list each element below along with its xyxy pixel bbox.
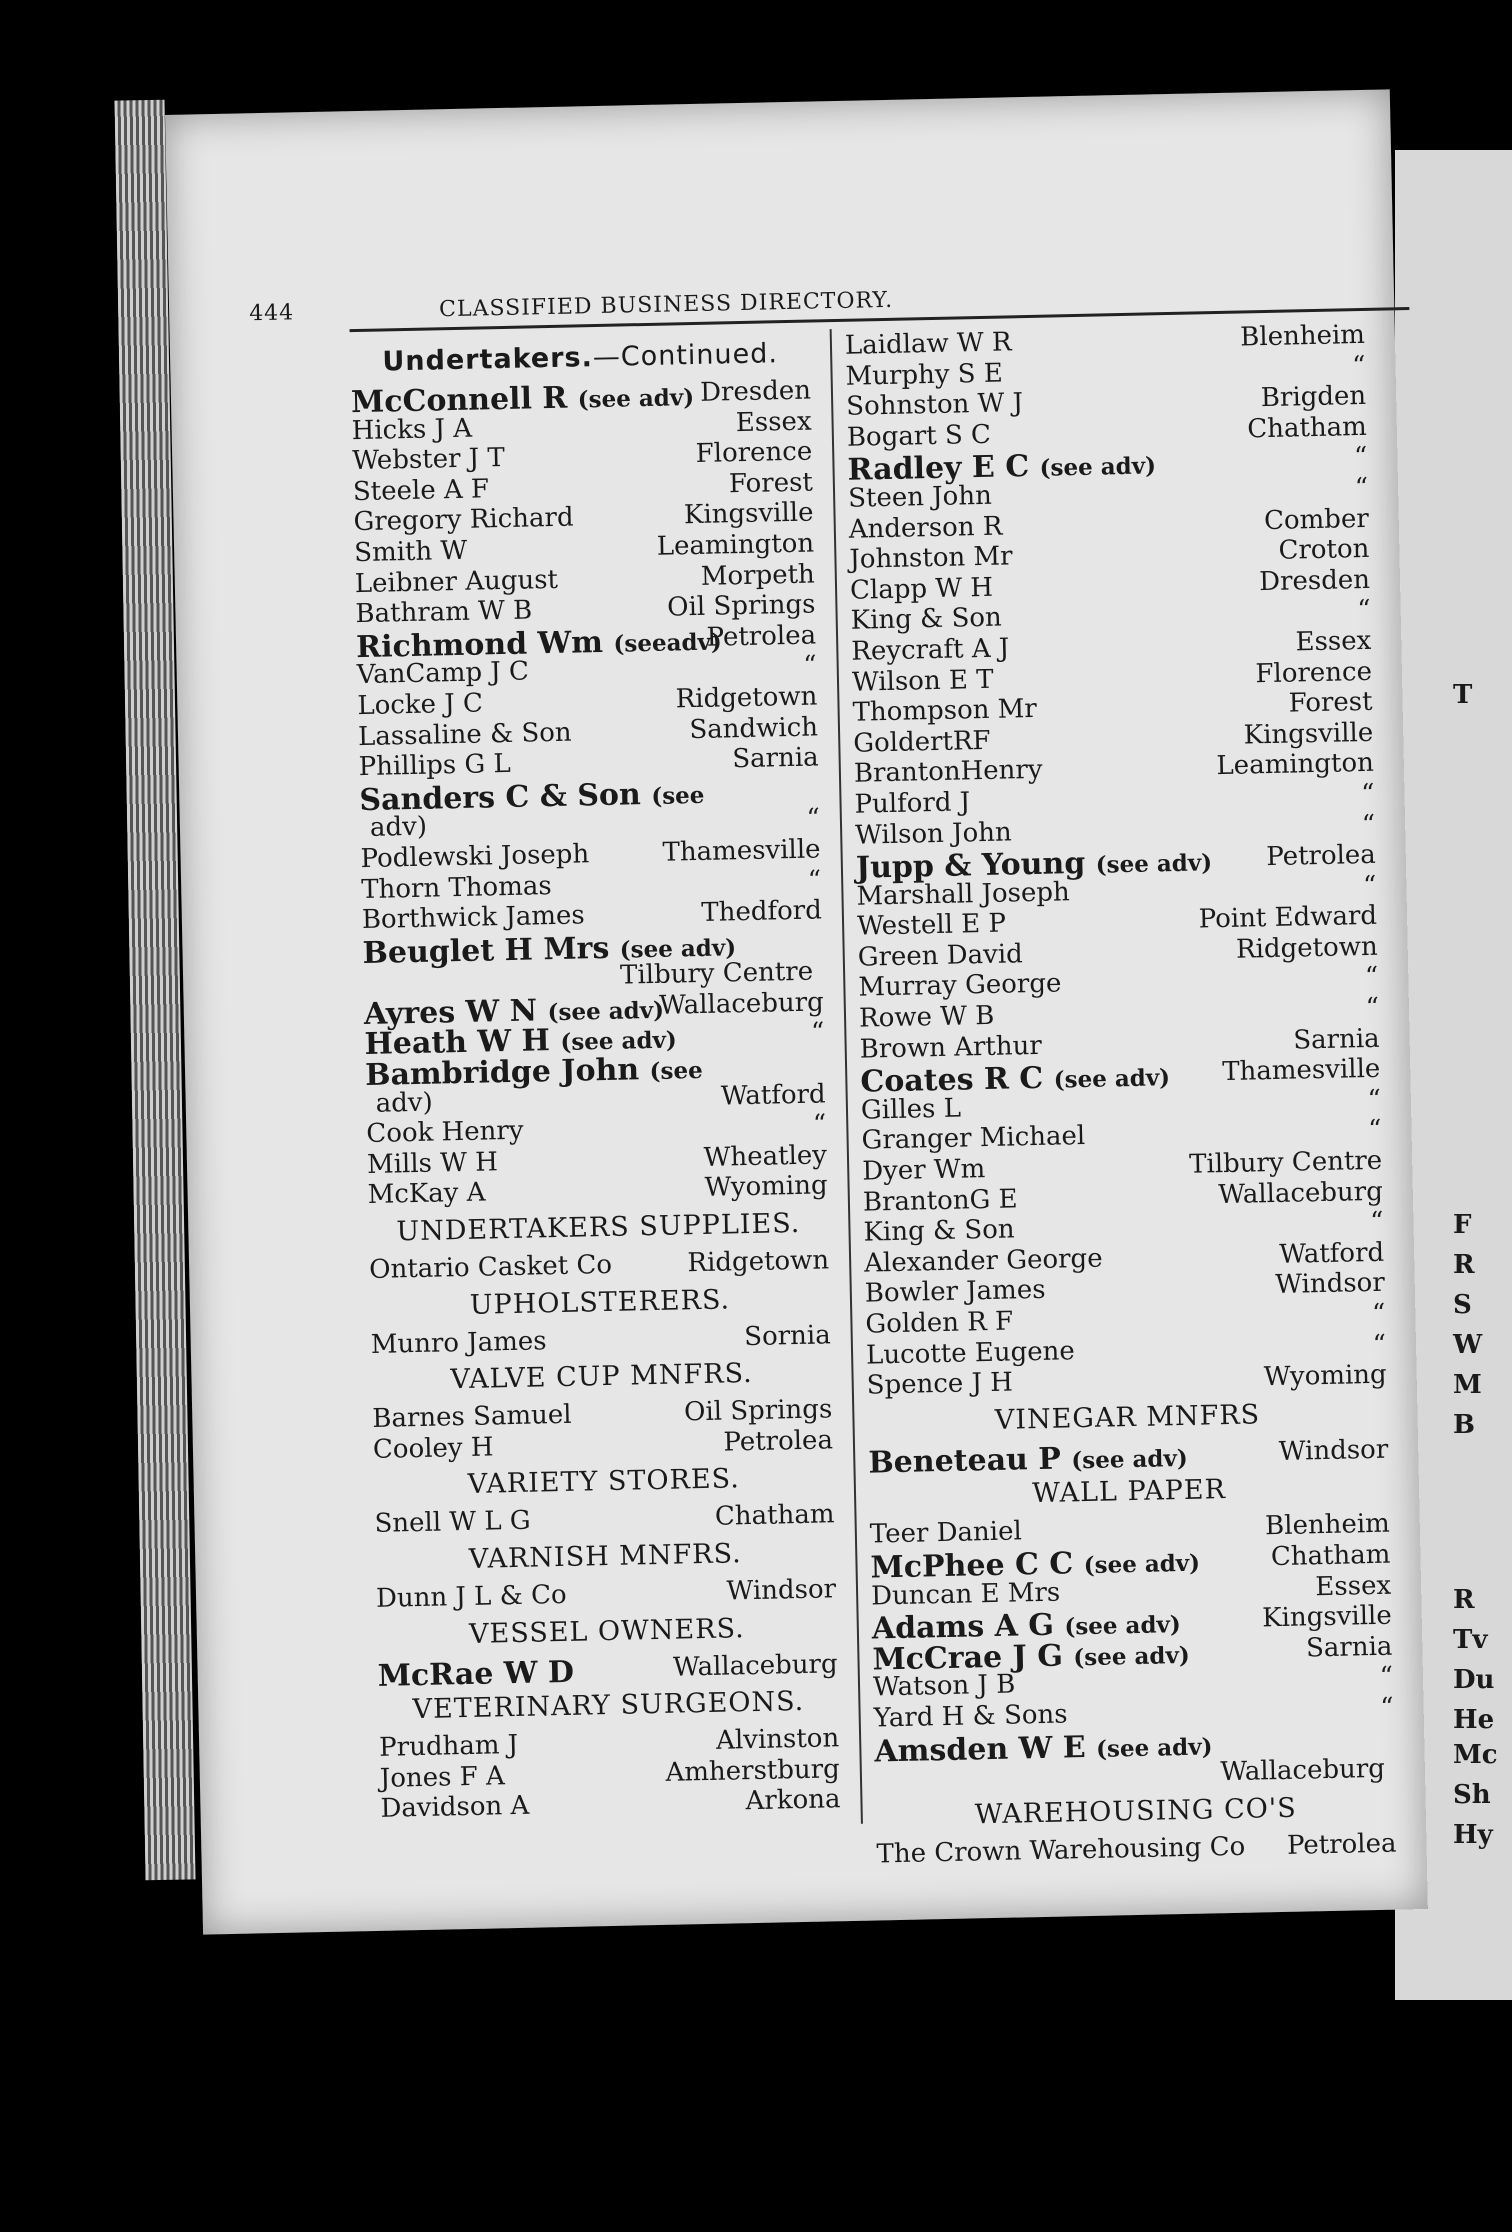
section-heading-text: VALVE CUP MNFRS. — [450, 1358, 753, 1396]
entry-name: Munro James — [370, 1325, 547, 1360]
entry-name: Ayres W N (see adv) — [363, 993, 665, 1032]
entry-name: Jones F A — [379, 1761, 506, 1794]
entry-name: Adams A G (see adv) — [871, 1607, 1182, 1647]
entry-name: McConnell R (see adv) — [350, 380, 695, 421]
section-heading-text: Undertakers. — [382, 342, 594, 378]
entry-name: Rowe W B — [858, 1000, 995, 1034]
entry-town: Sarnia — [731, 742, 819, 775]
entry-name: GoldertRF — [852, 725, 991, 759]
facing-page-fragment: W — [1453, 1330, 1483, 1360]
left-column — [350, 332, 841, 1825]
entry-town: “ — [1360, 778, 1375, 810]
entry-town: Leamington — [1216, 748, 1375, 782]
entry-name: Davidson A — [380, 1791, 530, 1825]
entry-adv-note: (see adv) — [1039, 452, 1157, 483]
entry-town: Oil Springs — [683, 1394, 833, 1428]
entry-name: Anderson R — [848, 511, 1003, 545]
entry-town: “ — [1369, 1206, 1384, 1238]
entry-name: Richmond Wm (seeadv) — [355, 624, 723, 665]
facing-page-fragment: He — [1453, 1705, 1495, 1735]
entry-name: Barnes Samuel — [372, 1399, 572, 1435]
facing-page-fragment: T — [1453, 680, 1473, 710]
entry-name: Gregory Richard — [353, 502, 574, 538]
entry-town: Petrolea — [1286, 1828, 1397, 1861]
facing-page-fragment: F — [1453, 1210, 1472, 1240]
section-heading-text: UPHOLSTERERS. — [469, 1284, 731, 1321]
entry-town: Essex — [1295, 625, 1372, 658]
entry-town: Sarnia — [1305, 1631, 1393, 1664]
entry-name: Yard H & Sons — [873, 1699, 1068, 1734]
entry-town: Sandwich — [689, 711, 819, 745]
directory-page — [165, 89, 1428, 1934]
entry-town: Petrolea — [706, 620, 817, 653]
entry-town: Ridgetown — [675, 681, 818, 715]
entry-name: McRae W D — [377, 1654, 575, 1694]
section-heading-text: VESSEL OWNERS. — [468, 1612, 745, 1650]
entry-town: Kingsville — [683, 497, 814, 531]
entry-adv-note: (see — [649, 1057, 704, 1086]
entry-name: Beneteau P (see adv) — [868, 1441, 1188, 1481]
entry-town: Blenheim — [1264, 1509, 1391, 1542]
entry-name: Steen John — [847, 480, 993, 514]
facing-page-fragment: B — [1453, 1410, 1475, 1440]
entry-town: Ridgetown — [687, 1245, 830, 1279]
entry-name: BrantonG E — [862, 1184, 1018, 1218]
facing-page-fragment: R — [1453, 1585, 1475, 1615]
entry-name: Murray George — [858, 968, 1062, 1004]
entry-name: King & Son — [850, 602, 1003, 637]
section-heading-text: UNDERTAKERS SUPPLIES. — [396, 1207, 801, 1248]
entry-name: adv) — [369, 811, 428, 844]
entry-town: Florence — [1255, 656, 1373, 689]
entry-name: Borthwick James — [361, 900, 586, 936]
entry-town: “ — [1353, 442, 1368, 473]
entry-adv-note: (see adv) — [577, 383, 695, 414]
facing-page-fragment: Hy — [1453, 1820, 1493, 1850]
entry-name: Granger Michael — [861, 1121, 1086, 1157]
entry-town: Tilbury Centre — [1188, 1145, 1383, 1180]
facing-page-fragment: Tv — [1453, 1625, 1488, 1655]
entry-name: Podlewski Joseph — [360, 839, 590, 874]
entry-town: Dresden — [699, 375, 812, 408]
entry-town: “ — [812, 1109, 827, 1140]
entry-name: Thorn Thomas — [360, 870, 552, 905]
entry-town: “ — [1354, 472, 1369, 504]
entry-name: Bathram W B — [355, 595, 533, 630]
entry-name: Green David — [857, 939, 1024, 973]
entry-name: Gilles L — [860, 1093, 962, 1126]
entry-name: Dunn J L & Co — [375, 1579, 567, 1614]
entry-adv-note: (seeadv) — [613, 628, 723, 658]
entry-name: Westell E P — [856, 908, 1007, 942]
entry-town: Essex — [1315, 1570, 1392, 1602]
entry-town: Leamington — [656, 528, 815, 562]
entry-town: “ — [803, 650, 817, 682]
entry-town: Petrolea — [723, 1425, 834, 1458]
entry-name: The Crown Warehousing Co — [876, 1831, 1246, 1870]
entry-town: Ridgetown — [1235, 931, 1378, 965]
entry-name: Coates R C (see adv) — [860, 1061, 1171, 1100]
entry-name: Locke J C — [357, 688, 484, 722]
entry-town: Windsor — [1278, 1434, 1389, 1467]
entry-name: Snell W L G — [374, 1506, 531, 1540]
entry-town: “ — [1371, 1298, 1386, 1329]
facing-page-fragment: M — [1453, 1370, 1482, 1400]
entry-town: “ — [1361, 809, 1376, 840]
facing-page-fragment: Mc — [1453, 1740, 1498, 1770]
entry-name: Clapp W H — [849, 572, 994, 606]
entry-town: Arkona — [745, 1784, 841, 1817]
entry-name: Lucotte Eugene — [865, 1335, 1076, 1371]
entry-adv-note: (see adv) — [1073, 1641, 1190, 1672]
entry-adv-note: (see adv) — [1071, 1444, 1188, 1475]
entry-name: adv) — [375, 1087, 434, 1119]
entry-town: “ — [1380, 1692, 1394, 1723]
entry-town: Essex — [735, 406, 812, 438]
entry-adv-note: (see adv) — [619, 933, 737, 964]
entry-name: Sanders C & Son (see — [359, 776, 705, 818]
entry-town: Croton — [1278, 534, 1370, 566]
entry-name: Teer Daniel — [869, 1516, 1023, 1550]
entry-adv-note: (see adv) — [560, 1026, 678, 1057]
entry-town: Wallaceburg — [658, 987, 825, 1021]
entry-name: Bambridge John (see — [364, 1052, 704, 1094]
entry-town: Point Edward — [1198, 901, 1378, 935]
entry-town: Wyoming — [1263, 1359, 1387, 1393]
section-heading-text: VARNISH MNFRS. — [468, 1538, 743, 1575]
entry-town: “ — [1362, 870, 1377, 901]
entry-name: Hicks J A — [351, 413, 473, 446]
entry-town: Thamesville — [1221, 1054, 1381, 1088]
entry-name: Wilson John — [854, 816, 1012, 851]
entry-name: Prudham J — [378, 1730, 519, 1764]
entry-town: Petrolea — [1266, 839, 1377, 873]
entry-town: “ — [810, 1017, 825, 1049]
entry-name: Thompson Mr — [852, 694, 1038, 728]
entry-name: Dyer Wm — [861, 1154, 986, 1187]
entry-adv-note: (see adv) — [1095, 1732, 1213, 1763]
entry-adv-note: (see adv) — [1064, 1611, 1182, 1641]
entry-adv-note: (see adv) — [547, 996, 665, 1027]
entry-town: Blenheim — [1239, 319, 1366, 353]
entry-town: “ — [1365, 992, 1380, 1024]
entry-town: “ — [1372, 1329, 1387, 1360]
page-number: 444 — [248, 300, 295, 327]
entry-name: McPhee C C (see adv) — [870, 1546, 1201, 1586]
entry-name: Brown Arthur — [859, 1030, 1043, 1065]
entry-town: Sornia — [743, 1319, 832, 1352]
entry-town: Forest — [1288, 686, 1373, 719]
entry-town: Kingsville — [1243, 717, 1374, 751]
entry-town: Watford — [720, 1079, 826, 1112]
entry-name: Jupp & Young (see adv) — [855, 845, 1213, 886]
entry-name: Reycraft A J — [851, 633, 1010, 667]
entry-name: Radley E C (see adv) — [847, 449, 1157, 489]
entry-name: Murphy S E — [845, 358, 1004, 392]
entry-name: Steele A F — [352, 474, 490, 507]
entry-town: “ — [806, 803, 821, 835]
entry-town: Wallaceburg — [1220, 1753, 1386, 1788]
entry-name: Spence J H — [866, 1367, 1014, 1401]
section-heading-text: VARIETY STORES. — [467, 1463, 741, 1501]
facing-page-fragment: Sh — [1453, 1780, 1491, 1810]
entry-town: “ — [1367, 1115, 1382, 1146]
entry-town: Alvinston — [715, 1723, 840, 1756]
entry-name: Watson J B — [872, 1669, 1016, 1703]
entry-town: “ — [1364, 962, 1379, 993]
entry-name: Duncan E Mrs — [870, 1577, 1061, 1612]
entry-town: Tilbury Centre — [619, 956, 814, 991]
entry-name: Cook Henry — [366, 1115, 524, 1150]
entry-town: Amherstburg — [665, 1754, 841, 1788]
entry-name: McCrae J G (see adv) — [872, 1638, 1190, 1678]
section-heading-text: VINEGAR MNFRS — [994, 1399, 1261, 1436]
entry-town: “ — [1351, 350, 1366, 381]
right-column — [845, 320, 1397, 1870]
entry-name: King & Son — [863, 1214, 1015, 1248]
entry-name: Amsden W E (see adv) — [874, 1729, 1213, 1770]
entry-town: “ — [1379, 1661, 1394, 1693]
entry-name: Golden R F — [865, 1306, 1014, 1340]
entry-town: Dresden — [1258, 564, 1371, 597]
section-heading-text: VETERINARY SURGEONS. — [412, 1686, 805, 1726]
entry-town: Wheatley — [703, 1140, 828, 1173]
entry-town: Sarnia — [1292, 1023, 1380, 1056]
entry-name: Webster J T — [351, 443, 506, 477]
entry-town: Wallaceburg — [1218, 1176, 1384, 1210]
entry-name: Ontario Casket Co — [368, 1249, 613, 1286]
entry-town: Thamesville — [662, 834, 821, 868]
entry-name: Leibner August — [354, 564, 559, 599]
entry-name: Sohnston W J — [845, 388, 1024, 422]
facing-page-fragment: S — [1453, 1290, 1472, 1320]
entry-name: Lassaline & Son — [357, 717, 572, 752]
entry-town: Windsor — [1275, 1268, 1386, 1301]
entry-adv-note: (see adv) — [1053, 1064, 1171, 1094]
entry-name: Smith W — [353, 535, 468, 569]
entry-name: Phillips G L — [358, 749, 512, 783]
entry-name: Mills W H — [366, 1147, 499, 1180]
entry-town: Chatham — [1247, 411, 1368, 445]
entry-town: Watford — [1279, 1237, 1385, 1270]
entry-adv-note: (see — [651, 781, 705, 810]
entry-name: Johnston Mr — [849, 541, 1013, 575]
entry-name: VanCamp J C — [356, 656, 530, 691]
entry-town: Oil Springs — [666, 589, 816, 623]
running-head: CLASSIFIED BUSINESS DIRECTORY. — [438, 287, 894, 323]
entry-town: Wyoming — [704, 1170, 828, 1204]
section-heading-suffix: —Continued. — [592, 338, 779, 374]
entry-town: Chatham — [1270, 1539, 1391, 1573]
entry-town: Comber — [1263, 503, 1370, 536]
entry-name: Marshall Joseph — [856, 876, 1071, 912]
entry-town: Florence — [695, 436, 813, 470]
entry-name: Bogart S C — [846, 419, 992, 453]
entry-name: Bowler James — [864, 1275, 1046, 1310]
entry-town: “ — [1367, 1084, 1382, 1115]
entry-town: Morpeth — [700, 559, 816, 592]
entry-town: Brigden — [1260, 381, 1367, 414]
entry-town: “ — [807, 864, 822, 896]
entry-town: Thedford — [701, 895, 823, 929]
entry-name: Wilson E T — [851, 664, 994, 698]
entry-town: Forest — [728, 467, 814, 500]
facing-page-fragment: R — [1453, 1250, 1475, 1280]
section-heading-text: WALL PAPER — [1031, 1474, 1227, 1510]
entry-town: “ — [1357, 595, 1371, 626]
entry-name: McKay A — [367, 1177, 486, 1211]
entry-name: Cooley H — [372, 1432, 494, 1465]
entry-town: Kingsville — [1261, 1600, 1393, 1634]
entry-adv-note: (see adv) — [1095, 849, 1213, 879]
entry-town: Wallaceburg — [672, 1648, 838, 1683]
entry-name: Beuglet H Mrs (see adv) — [362, 930, 737, 971]
entry-town: Chatham — [714, 1499, 835, 1533]
entry-name: Heath W H (see adv) — [364, 1023, 678, 1063]
facing-page-fragment: Du — [1453, 1665, 1495, 1695]
entry-name: Alexander George — [863, 1243, 1103, 1279]
entry-name: BrantonHenry — [853, 755, 1043, 790]
entry-town: Windsor — [726, 1574, 837, 1607]
section-heading-text: WAREHOUSING CO'S — [974, 1792, 1298, 1831]
entry-name: Laidlaw W R — [844, 327, 1012, 361]
entry-adv-note: (see adv) — [1083, 1549, 1201, 1580]
entry-name: Pulford J — [854, 787, 971, 820]
